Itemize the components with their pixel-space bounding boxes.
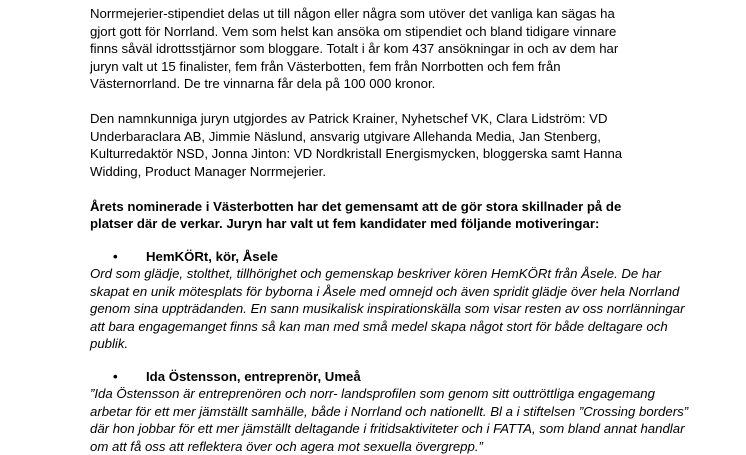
motivation-line: skapat en unik mötesplats för byborna i Åsele med omnejd och även spridit glädje över hela Norrland xyxy=(90,283,690,301)
jury-line: Kulturredaktör NSD, Jonna Jinton: VD Nordkristall Energismycken, bloggerska samt Hanna xyxy=(90,145,690,163)
motivation-line: Ord som glädje, stolthet, tillhörighet och gemenskap beskriver kören HemKÖRt från Åsele. De har xyxy=(90,265,690,283)
nominee-title-text: HemKÖRt, kör, Åsele xyxy=(146,249,278,264)
nominees-heading-line: platser där de verkar. Juryn har valt ut fem kandidater med följande motiveringar: xyxy=(90,215,690,233)
nominee-item xyxy=(90,368,690,455)
document-page xyxy=(90,5,690,455)
intro-line: gjort gott för Norrland. Vem som helst kan ansöka om stipendiet och bland tidigare vinnare xyxy=(90,23,690,41)
jury-line: Den namnkunniga juryn utgjordes av Patrick Krainer, Nyhetschef VK, Clara Lidström: VD xyxy=(90,110,690,128)
bullet-icon: • xyxy=(113,248,118,266)
jury-paragraph xyxy=(90,110,690,180)
intro-paragraph xyxy=(90,5,690,93)
nominees-heading xyxy=(90,198,690,233)
intro-line: Västernorrland. De tre vinnarna får dela på 100 000 kronor. xyxy=(90,75,690,93)
intro-line: Norrmejerier-stipendiet delas ut till någon eller några som utöver det vanliga kan sägas ha xyxy=(90,5,690,23)
motivation-line: arbetar för ett mer jämställt samhälle, både i Norrland och nationellt. Bl a i stiftelsen ”Crossing borders” xyxy=(90,403,690,421)
nominee-title xyxy=(90,368,690,386)
nominee-motivation xyxy=(90,265,690,353)
intro-line: finns såväl idrottsstjärnor som bloggare. Totalt i år kom 437 ansökningar in och av dem har xyxy=(90,40,690,58)
motivation-line: ”Ida Östensson är entreprenören och norr- landsprofilen som genom sitt outtröttliga engagemang xyxy=(90,385,690,403)
bullet-icon: • xyxy=(113,368,118,386)
nominee-motivation xyxy=(90,385,690,455)
intro-line: juryn valt ut 15 finalister, fem från Västerbotten, fem från Norrbotten och fem från xyxy=(90,58,690,76)
motivation-line: att bara engagemanget finns så kan man med små medel skapa något stort för både deltagare och xyxy=(90,318,690,336)
nominee-item xyxy=(90,248,690,353)
motivation-line: om att få oss att reflektera över och agera mot sexuella övergrepp.” xyxy=(90,438,690,455)
nominees-heading-line: Årets nominerade i Västerbotten har det gemensamt att de gör stora skillnader på de xyxy=(90,198,690,216)
jury-line: Underbaraclara AB, Jimmie Näslund, ansvarig utgivare Allehanda Media, Jan Stenberg, xyxy=(90,128,690,146)
motivation-line: publik. xyxy=(90,335,690,353)
motivation-line: där hon jobbar för ett mer jämställt deltagande i fritidsaktiviteter och i FATTA, som bland annat handlar xyxy=(90,420,690,438)
jury-line: Widding, Product Manager Norrmejerier. xyxy=(90,163,690,181)
nominee-title xyxy=(90,248,690,266)
motivation-line: genom sina uppträdanden. En sann musikalisk inspirationskälla som visar resten av oss norrlänningar xyxy=(90,300,690,318)
nominee-title-text: Ida Östensson, entreprenör, Umeå xyxy=(146,369,361,384)
